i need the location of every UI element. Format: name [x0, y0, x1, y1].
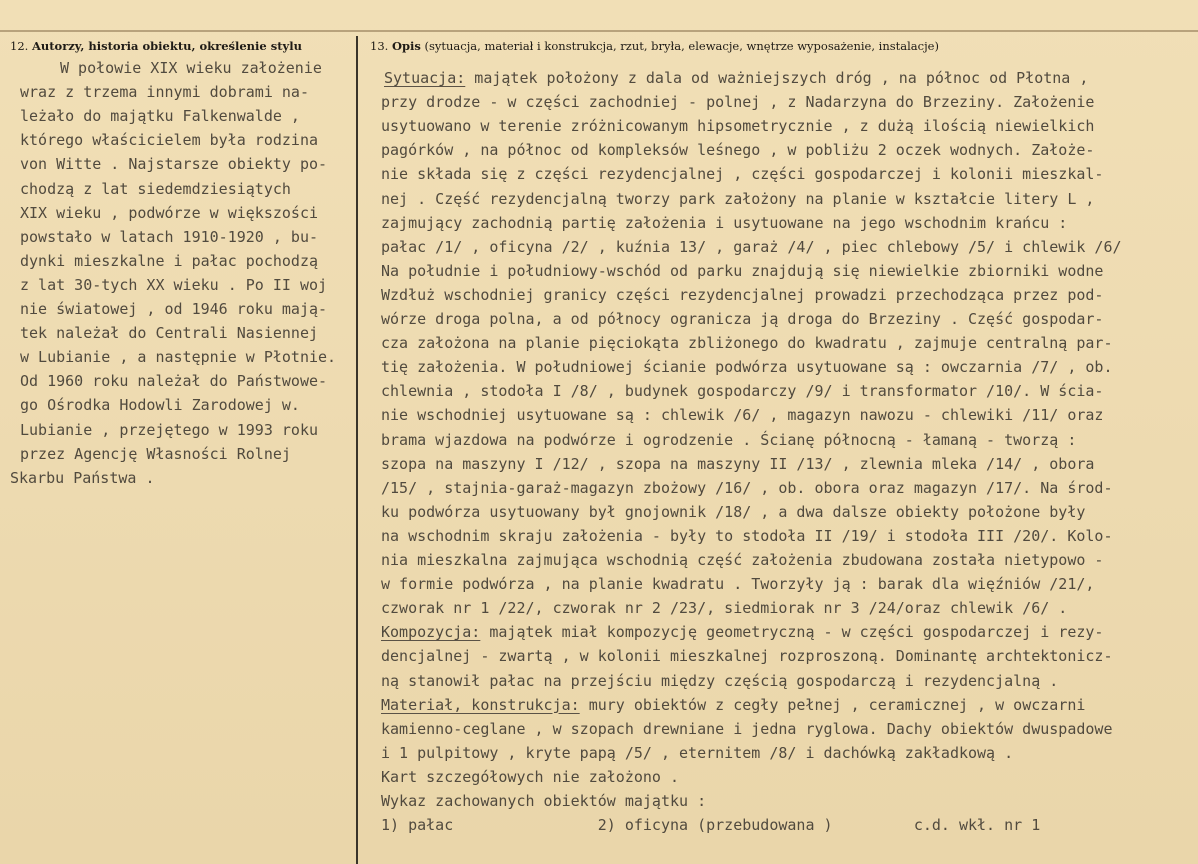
section-13-number: 13.: [370, 39, 389, 53]
description-line: [381, 813, 1040, 837]
description-line: [381, 307, 1103, 331]
history-line: Lubianie , przejętego w 1993 roku: [20, 420, 319, 439]
description-line: [381, 765, 679, 789]
history-line: Od 1960 roku należał do Państwowe-: [20, 372, 328, 391]
description-line: [381, 90, 1094, 114]
history-line: chodzą z lat siedemdziesiątych: [20, 179, 291, 198]
top-edge-line: [0, 30, 1198, 32]
description-text: pałac /1/ , oficyna /2/ , kuźnia 13/ , garaż /4/ , piec chlebowy /5/ i chlewik /6/: [381, 237, 1122, 256]
description-text: dencjalnej - zwartą , w kolonii mieszkalnej rozproszoną. Dominantę archtektonicz-: [381, 647, 1113, 666]
section-label: Sytuacja:: [384, 69, 466, 87]
description-text: chlewnia , stodoła I /8/ , budynek gospodarczy /9/ i transformator /10/. W ścia-: [381, 382, 1104, 401]
description-text: majątek miał kompozycję geometryczną - w części gospodarczej i rezy-: [480, 623, 1104, 642]
description-line: [381, 403, 1103, 427]
description-text: tię założenia. W południowej ścianie podwórza usytuowane są : owczarnia /7/ , ob.: [381, 358, 1113, 377]
description-line: [381, 669, 1058, 693]
description-text: wórze droga polna, a od północy ogranicza ją droga do Brzeziny . Część gospodar-: [381, 310, 1104, 328]
description-line: [381, 355, 1113, 379]
description-text: w formie podwórza , na planie kwadratu . Tworzyły ją : barak dla więźniów /21/,: [381, 575, 1095, 594]
description-line: [381, 524, 1113, 548]
description-line: [381, 620, 1103, 644]
section-12-header: [10, 39, 302, 53]
description-line: [381, 379, 1103, 403]
section-13-subtitle: (sytuacja, materiał i konstrukcja, rzut, bryła, elewacje, wnętrze wyposażenie, instalacje): [424, 39, 939, 53]
description-text: majątek położony z dala od ważniejszych dróg , na północ od Płotna ,: [465, 69, 1089, 87]
history-line: przez Agencję Własności Rolnej: [20, 444, 291, 463]
description-line: [381, 259, 1103, 283]
description-line: [381, 476, 1113, 500]
description-line: [381, 572, 1094, 596]
description-text: nie wschodniej usytuowane są : chlewik /6/ , magazyn nawozu - chlewiki /11/ oraz: [381, 406, 1104, 425]
description-line: [381, 138, 1094, 162]
history-line: z lat 30-tych XX wieku . Po II woj: [20, 275, 328, 294]
description-text: zajmujący zachodnią partię założenia i usytuowane na jego wschodnim krańcu :: [381, 213, 1068, 232]
description-line: [381, 235, 1122, 259]
history-line: powstało w latach 1910-1920 , bu-: [20, 227, 319, 246]
description-line: [381, 187, 1094, 211]
description-text: nia mieszkalna zajmująca wschodnią część założenia zbudowana została nietypowo -: [381, 551, 1104, 569]
description-text: na wschodnim skraju założenia - były to stodoła II /19/ i stodoła III /20/. Kolo-: [381, 526, 1113, 545]
description-line: [381, 428, 1076, 452]
section-13-title: Opis: [391, 39, 421, 53]
description-text: nie składa się z części rezydencjalnej , części gospodarczej i kolonii mieszkal-: [381, 165, 1104, 184]
description-line: [381, 789, 706, 813]
description-text: Kart szczegółowych nie założono .: [381, 767, 680, 786]
description-line: [381, 596, 1067, 620]
description-line: [381, 283, 1103, 307]
description-text: Wykaz zachowanych obiektów majątku :: [381, 792, 707, 810]
description-line: [381, 548, 1103, 572]
history-line: którego właścicielem była rodzina: [20, 131, 319, 150]
description-text: 1) pałac 2) oficyna (przebudowana ) c.d. wkł. nr 1: [381, 816, 1041, 835]
description-text: Na południe i południowy-wschód od parku znajdują się niewielkie zbiorniki wodne: [381, 261, 1104, 280]
description-line: [381, 114, 1094, 138]
description-text: /15/ , stajnia-garaż-magazyn zbożowy /16/ , ob. obora oraz magazyn /17/. Na środ-: [381, 478, 1113, 497]
section-13-header: [370, 39, 939, 53]
description-line: [381, 162, 1103, 186]
column-divider: [356, 36, 358, 864]
description-line: [381, 500, 1085, 524]
description-line: [381, 331, 1113, 355]
description-text: nej . Część rezydencjalną tworzy park założony na planie w kształcie litery L ,: [381, 189, 1095, 208]
history-line: go Ośrodka Hodowli Zarodowej w.: [20, 396, 300, 415]
description-line: [381, 717, 1113, 741]
history-line: Skarbu Państwa .: [10, 468, 155, 487]
description-text: usytuowano w terenie zróżnicowanym hipsometrycznie , z dużą ilością niewielkich: [381, 117, 1095, 136]
description-text: i 1 pulpitowy , kryte papą /5/ , eternitem /8/ i dachówką zakładkową .: [381, 743, 1014, 762]
description-text: ku podwórza usytuowany był gnojownik /18/ , a dwa dalsze obiekty położone były: [381, 502, 1086, 521]
description-text: ną stanowił pałac na przejściu między częścią gospodarczą i rezydencjalną .: [381, 671, 1059, 690]
history-line: w Lubianie , a następnie w Płotnie.: [20, 348, 337, 367]
description-line: [381, 741, 1013, 765]
history-line: leżało do majątku Falkenwalde ,: [20, 107, 300, 126]
section-label: Kompozycja:: [381, 623, 481, 642]
history-line: tek należał do Centrali Nasiennej: [20, 324, 319, 343]
description-line: [381, 644, 1113, 668]
description-text: cza założona na planie pięciokąta zbliżonego do kwadratu , zajmuje centralną par-: [381, 334, 1113, 353]
history-line: XIX wieku , podwórze w większości: [20, 203, 319, 222]
description-line: [381, 211, 1067, 235]
description-text: przy drodze - w części zachodniej - polnej , z Nadarzyna do Brzeziny. Założenie: [381, 93, 1095, 112]
description-text: mury obiektów z cegły pełnej , ceramicznej , w owczarni: [579, 695, 1086, 714]
section-12-title: Autorzy, historia obiektu, określenie stylu: [31, 39, 302, 53]
description-text: pagórków , na północ od kompleksów leśnego , w pobliżu 2 oczek wodnych. Założe-: [381, 141, 1095, 160]
description-text: brama wjazdowa na podwórze i ogrodzenie . Ścianę północną - łamaną - tworzą :: [381, 430, 1077, 449]
section-label: Materiał, konstrukcja:: [381, 695, 580, 714]
description-text: kamienno-ceglane , w szopach drewniane i jedna ryglowa. Dachy obiektów dwuspadowe: [381, 719, 1113, 738]
section-12-number: 12.: [10, 39, 29, 53]
description-line: [381, 452, 1094, 476]
description-line: [381, 693, 1085, 717]
description-text: Wzdłuż wschodniej granicy części rezydencjalnej prowadzi przechodząca przez pod-: [381, 285, 1104, 304]
history-line: dynki mieszkalne i pałac pochodzą: [20, 251, 319, 270]
history-line: von Witte . Najstarsze obiekty po-: [20, 155, 328, 174]
history-line: W połowie XIX wieku założenie: [60, 59, 322, 77]
history-line: nie światowej , od 1946 roku mają-: [20, 300, 328, 318]
description-line: [384, 66, 1088, 90]
description-text: czworak nr 1 /22/, czworak nr 2 /23/, siedmiorak nr 3 /24/oraz chlewik /6/ .: [381, 599, 1068, 618]
description-text: szopa na maszyny I /12/ , szopa na maszyny II /13/ , zlewnia mleka /14/ , obora: [381, 454, 1095, 473]
history-line: wraz z trzema innymi dobrami na-: [20, 83, 309, 102]
